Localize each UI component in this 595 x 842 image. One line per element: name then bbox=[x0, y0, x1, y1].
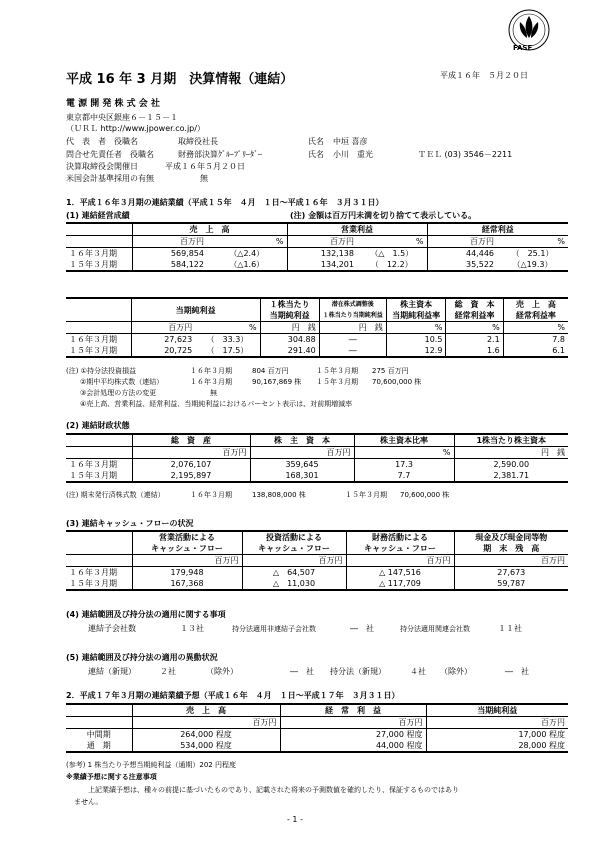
table-row: １６年３月期 179,948 △ 64,507 △ 147,516 27,673 bbox=[66, 567, 568, 579]
note-average-shares-a: １６年３月期 bbox=[190, 378, 232, 386]
rounding-note: (注) 金額は百万円未満を切り捨てて表示している。 bbox=[290, 211, 477, 220]
equity-method-excluded-label: （除外） bbox=[440, 667, 472, 676]
note-equity-method-b: １５年３月期 bbox=[316, 367, 358, 375]
note-average-shares-b: １５年３月期 bbox=[316, 378, 358, 386]
note-average-shares-b-value: 70,600,000 株 bbox=[372, 378, 422, 386]
note-outstanding-shares-a-value: 138,808,000 株 bbox=[252, 491, 306, 499]
table-unit-row: 百万円 % 百万円 % 百万円 % bbox=[66, 236, 568, 248]
consolidation-new-label: 連結（新規） bbox=[88, 667, 136, 676]
table-header-row: 総 資 産 株 主 資 本 株主資本比率 1株当たり株主資本 bbox=[66, 434, 568, 447]
note-accounting-change-label: ③会計処理の方法の変更 bbox=[80, 389, 157, 397]
table-row: １６年３月期 569,854 （△2.4） 132,138 （△ 1.5） 44,446 （ 25.1） bbox=[69, 249, 554, 258]
section1-sub1-title: (1) 連結経営成績 bbox=[66, 211, 130, 220]
table-row: １６年３月期 2,076,107 359,645 17.3 2,590.00 bbox=[66, 459, 568, 471]
equity-method-excluded-count: ― 社 bbox=[505, 667, 529, 676]
forecast-caution-line1: 上記業績予想は、種々の前提に基づいたものであり、記載された将来の予測数値を確約したり、保証するものではあり bbox=[88, 786, 459, 794]
note-equity-method-a: １６年３月期 bbox=[190, 367, 232, 375]
consolidation-new-count: ２社 bbox=[160, 667, 176, 676]
table-row: １５年３月期 20,725 （ 17.5） 291.40 ― 12.9 1.6 6.1 bbox=[66, 345, 568, 357]
note-outstanding-shares-b-value: 70,600,000 株 bbox=[400, 491, 450, 499]
forecast-caution-title: ※業績予想に関する注意事項 bbox=[66, 773, 157, 781]
representative-name: 中垣 喜彦 bbox=[333, 137, 368, 146]
consolidated-subsidiaries-label: 連結子会社数 bbox=[88, 624, 136, 633]
cash-flow-table bbox=[66, 530, 568, 591]
table-row: 通 期 534,000 程度 44,000 程度 28,000 程度 bbox=[66, 740, 568, 752]
affiliates-count: １１社 bbox=[498, 624, 522, 633]
forecast-eps-reference: (参考) 1 株当たり予想当期純利益（通期）202 円程度 bbox=[66, 761, 236, 769]
representative-title: 取締役社長 bbox=[178, 137, 218, 146]
contact-label: 問合せ先責任者 役職名 bbox=[66, 150, 154, 159]
table-row: 中間期 264,000 程度 27,000 程度 17,000 程度 bbox=[66, 729, 568, 741]
contact-title: 財務部決算ｸﾞﾙｰﾌﾟﾘｰﾀﾞｰ bbox=[178, 150, 262, 159]
note-average-shares-a-value: 90,167,869 株 bbox=[252, 378, 302, 386]
table-header-row: 売 上 高 営業利益 経常利益 bbox=[66, 223, 568, 236]
section1-sub5-title: (5) 連結範囲及び持分法の適用の異動状況 bbox=[66, 653, 218, 662]
page-title: 平成 16 年 3 月期 決算情報（連結） bbox=[66, 72, 294, 87]
note-percentage-explanation: ④売上高、営業利益、経常利益、当期純利益におけるパーセント表示は、対前期増減率 bbox=[80, 400, 353, 408]
unconsolidated-subsidiaries-count: ― 社 bbox=[350, 624, 374, 633]
contact-name: 小川 重光 bbox=[333, 150, 373, 159]
financial-position-table bbox=[66, 433, 568, 483]
forecast-caution-line2: ません。 bbox=[74, 798, 103, 806]
us-gaap-label: 米国会計基準採用の有無 bbox=[66, 174, 154, 183]
unconsolidated-subsidiaries-label: 持分法適用非連結子会社数 bbox=[232, 625, 316, 633]
note-equity-method-label: (注) ①持分法投資損益 bbox=[66, 367, 136, 375]
us-gaap-value: 無 bbox=[200, 174, 208, 183]
table-unit-row: 百万円 % 円 銭 円 銭 % % % bbox=[66, 322, 568, 334]
section2-title: 2．平成１７年３月期の連結業績予想（平成１６年 ４月 １日～平成１７年 ３月３１日） bbox=[66, 691, 400, 700]
forecast-table bbox=[66, 703, 568, 753]
table-header-row: キャッシュ・フロー キャッシュ・フロー キャッシュ・フロー 期 末 残 高 bbox=[66, 543, 568, 555]
note-equity-method-b-value: 275 百万円 bbox=[372, 367, 409, 375]
representative-name-label: 氏名 bbox=[308, 137, 324, 146]
table-row: １６年３月期 27,623 （ 33.3） 304.88 ― 10.5 2.1 7.8 bbox=[66, 334, 568, 346]
note-equity-method-a-value: 804 百万円 bbox=[252, 367, 289, 375]
board-meeting-label: 決算取締役会開催日 bbox=[66, 162, 138, 171]
table-row: １５年３月期 167,368 △ 11,030 △ 117,709 59,787 bbox=[66, 578, 568, 590]
company-address: 東京都中央区銀座６－１５－１ bbox=[66, 113, 178, 122]
table-header-row: 当期純利益 １株当たり 潜在株式調整後 株主資本 総 資 本 売 上 高 bbox=[66, 298, 568, 310]
table-row: １５年３月期 584,122 （△1.6） 134,201 （ 12.2） 35,522 （△19.3） bbox=[66, 259, 568, 271]
equity-method-new-count: ４社 bbox=[410, 667, 426, 676]
table-header-row: 当期純利益 １株当たり当期純利益 当期純利益率 経常利益率 経常利益率 bbox=[66, 310, 568, 322]
section1-sub3-title: (3) 連結キャッシュ・フローの状況 bbox=[66, 519, 194, 528]
consolidated-subsidiaries-count: １３社 bbox=[180, 624, 204, 633]
logo-label: FASF bbox=[513, 44, 533, 52]
table-unit-row: 百万円 百万円 % 円 銭 bbox=[66, 447, 568, 459]
table-header-row: 営業活動による 投資活動による 財務活動による 現金及び現金同等物 bbox=[66, 531, 568, 543]
net-income-table bbox=[66, 297, 568, 358]
board-meeting-date: 平成１６年５月２０日 bbox=[165, 162, 245, 171]
note-outstanding-shares-b: １５年３月期 bbox=[345, 491, 387, 499]
representative-label: 代 表 者 役職名 bbox=[66, 137, 138, 146]
contact-phone: ＴＥＬ (03) 3546－2211 bbox=[418, 150, 513, 159]
equity-method-new-label: 持分法（新規） bbox=[330, 667, 386, 676]
table-row: １５年３月期 2,195,897 168,301 7.7 2,381.71 bbox=[66, 470, 568, 482]
document-date: 平成１６年 ５月２０日 bbox=[440, 71, 528, 80]
note-outstanding-shares-label: (注) 期末発行済株式数（連結） bbox=[66, 491, 165, 499]
consolidation-excluded-label: （除外） bbox=[206, 667, 238, 676]
section1-sub4-title: (4) 連結範囲及び持分法の適用に関する事項 bbox=[66, 610, 226, 619]
company-url: （ＵＲＬ http://www.jpower.co.jp/） bbox=[66, 124, 205, 133]
table-unit-row: 百万円 百万円 百万円 bbox=[66, 717, 568, 729]
table-header-row: 売 上 高 経 常 利 益 当期純利益 bbox=[66, 704, 568, 717]
note-outstanding-shares-a: １６年３月期 bbox=[190, 491, 232, 499]
note-accounting-change-value: 無 bbox=[210, 389, 217, 397]
table-unit-row: 百万円 百万円 百万円 百万円 bbox=[66, 555, 568, 567]
page-number: - 1 - bbox=[287, 815, 303, 824]
consolidation-excluded-count: ― 社 bbox=[290, 667, 314, 676]
note-average-shares-label: ②期中平均株式数（連結） bbox=[80, 378, 164, 386]
company-name: 電 源 開 発 株 式 会 社 bbox=[66, 99, 160, 109]
affiliates-label: 持分法適用関連会社数 bbox=[400, 625, 470, 633]
section1-title: 1．平成１６年３月期の連結業績（平成１５年 ４月 １日～平成１６年 ３月３１日） bbox=[66, 198, 384, 207]
operating-results-table bbox=[66, 222, 568, 272]
contact-name-label: 氏名 bbox=[308, 150, 324, 159]
section1-sub2-title: (2) 連結財政状態 bbox=[66, 421, 130, 430]
